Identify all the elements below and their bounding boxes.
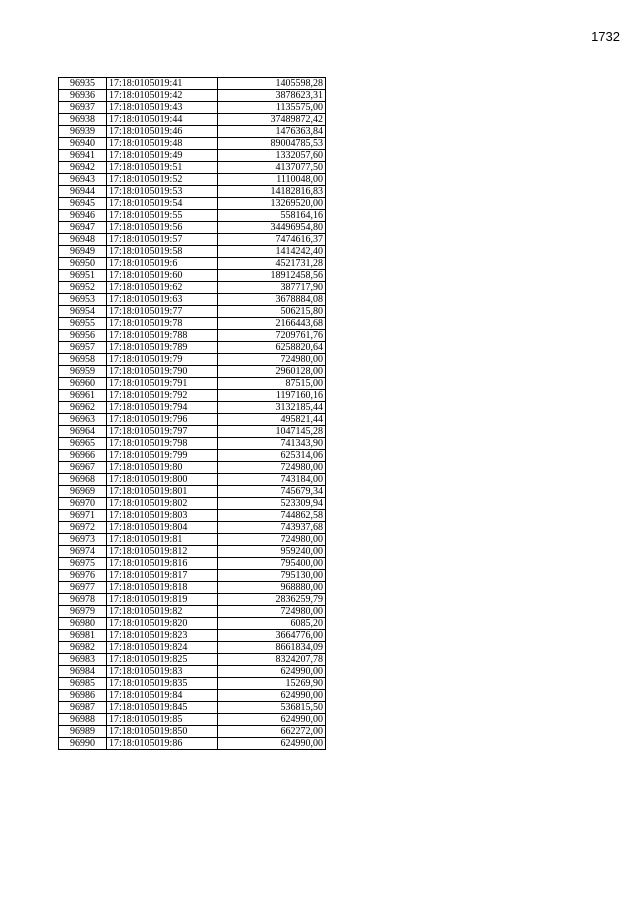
row-number-cell: 96935 — [59, 78, 107, 90]
table-row — [59, 606, 326, 618]
cadastral-number-cell: 17:18:0105019:86 — [107, 738, 218, 750]
table-row — [59, 78, 326, 90]
row-number-cell: 96981 — [59, 630, 107, 642]
row-number-cell: 96957 — [59, 342, 107, 354]
cadastral-number-cell: 17:18:0105019:82 — [107, 606, 218, 618]
table-row — [59, 318, 326, 330]
row-number-cell: 96959 — [59, 366, 107, 378]
cadastral-number-cell: 17:18:0105019:84 — [107, 690, 218, 702]
cadastral-number-cell: 17:18:0105019:803 — [107, 510, 218, 522]
table-row — [59, 522, 326, 534]
row-number-cell: 96947 — [59, 222, 107, 234]
table-row — [59, 426, 326, 438]
value-cell: 506215,80 — [218, 306, 326, 318]
value-cell: 724980,00 — [218, 462, 326, 474]
value-cell: 2836259,79 — [218, 594, 326, 606]
cadastral-number-cell: 17:18:0105019:798 — [107, 438, 218, 450]
cadastral-number-cell: 17:18:0105019:60 — [107, 270, 218, 282]
cadastral-number-cell: 17:18:0105019:44 — [107, 114, 218, 126]
cadastral-number-cell: 17:18:0105019:81 — [107, 534, 218, 546]
value-cell: 662272,00 — [218, 726, 326, 738]
table-row — [59, 306, 326, 318]
value-cell: 89004785,53 — [218, 138, 326, 150]
row-number-cell: 96940 — [59, 138, 107, 150]
value-cell: 2166443,68 — [218, 318, 326, 330]
row-number-cell: 96977 — [59, 582, 107, 594]
value-cell: 3678884,08 — [218, 294, 326, 306]
cadastral-number-cell: 17:18:0105019:788 — [107, 330, 218, 342]
cadastral-number-cell: 17:18:0105019:57 — [107, 234, 218, 246]
table-row — [59, 282, 326, 294]
cadastral-number-cell: 17:18:0105019:799 — [107, 450, 218, 462]
table-row — [59, 198, 326, 210]
table-row — [59, 462, 326, 474]
row-number-cell: 96951 — [59, 270, 107, 282]
cadastral-number-cell: 17:18:0105019:797 — [107, 426, 218, 438]
row-number-cell: 96975 — [59, 558, 107, 570]
cadastral-number-cell: 17:18:0105019:818 — [107, 582, 218, 594]
cadastral-number-cell: 17:18:0105019:825 — [107, 654, 218, 666]
row-number-cell: 96990 — [59, 738, 107, 750]
value-cell: 387717,90 — [218, 282, 326, 294]
cadastral-number-cell: 17:18:0105019:792 — [107, 390, 218, 402]
row-number-cell: 96943 — [59, 174, 107, 186]
table-row — [59, 174, 326, 186]
value-cell: 14182816,83 — [218, 186, 326, 198]
row-number-cell: 96950 — [59, 258, 107, 270]
cadastral-number-cell: 17:18:0105019:789 — [107, 342, 218, 354]
cadastral-number-cell: 17:18:0105019:796 — [107, 414, 218, 426]
table-row — [59, 642, 326, 654]
value-cell: 743937,68 — [218, 522, 326, 534]
table-row — [59, 366, 326, 378]
row-number-cell: 96970 — [59, 498, 107, 510]
row-number-cell: 96961 — [59, 390, 107, 402]
table-row — [59, 570, 326, 582]
page-number: 1732 — [591, 29, 620, 44]
table-body — [59, 78, 326, 750]
row-number-cell: 96983 — [59, 654, 107, 666]
cadastral-number-cell: 17:18:0105019:791 — [107, 378, 218, 390]
table-row — [59, 186, 326, 198]
value-cell: 1332057,60 — [218, 150, 326, 162]
value-cell: 7474616,37 — [218, 234, 326, 246]
value-cell: 795400,00 — [218, 558, 326, 570]
value-cell: 4521731,28 — [218, 258, 326, 270]
row-number-cell: 96946 — [59, 210, 107, 222]
value-cell: 959240,00 — [218, 546, 326, 558]
cadastral-number-cell: 17:18:0105019:823 — [107, 630, 218, 642]
row-number-cell: 96985 — [59, 678, 107, 690]
row-number-cell: 96969 — [59, 486, 107, 498]
value-cell: 536815,50 — [218, 702, 326, 714]
value-cell: 724980,00 — [218, 534, 326, 546]
cadastral-number-cell: 17:18:0105019:800 — [107, 474, 218, 486]
value-cell: 1135575,00 — [218, 102, 326, 114]
table-row — [59, 474, 326, 486]
row-number-cell: 96962 — [59, 402, 107, 414]
cadastral-number-cell: 17:18:0105019:817 — [107, 570, 218, 582]
row-number-cell: 96978 — [59, 594, 107, 606]
value-cell: 624990,00 — [218, 738, 326, 750]
table-row — [59, 414, 326, 426]
table-row — [59, 690, 326, 702]
table-row — [59, 390, 326, 402]
table-row — [59, 402, 326, 414]
value-cell: 1405598,28 — [218, 78, 326, 90]
table-row — [59, 114, 326, 126]
table-row — [59, 594, 326, 606]
value-cell: 624990,00 — [218, 666, 326, 678]
row-number-cell: 96944 — [59, 186, 107, 198]
cadastral-number-cell: 17:18:0105019:43 — [107, 102, 218, 114]
cadastral-number-cell: 17:18:0105019:845 — [107, 702, 218, 714]
value-cell: 1110048,00 — [218, 174, 326, 186]
row-number-cell: 96941 — [59, 150, 107, 162]
row-number-cell: 96979 — [59, 606, 107, 618]
row-number-cell: 96986 — [59, 690, 107, 702]
table-row — [59, 558, 326, 570]
row-number-cell: 96938 — [59, 114, 107, 126]
value-cell: 3664776,00 — [218, 630, 326, 642]
cadastral-number-cell: 17:18:0105019:78 — [107, 318, 218, 330]
value-cell: 18912458,56 — [218, 270, 326, 282]
row-number-cell: 96960 — [59, 378, 107, 390]
cadastral-number-cell: 17:18:0105019:54 — [107, 198, 218, 210]
cadastral-number-cell: 17:18:0105019:79 — [107, 354, 218, 366]
table-row — [59, 678, 326, 690]
row-number-cell: 96936 — [59, 90, 107, 102]
table-row — [59, 294, 326, 306]
value-cell: 624990,00 — [218, 714, 326, 726]
table-row — [59, 90, 326, 102]
row-number-cell: 96988 — [59, 714, 107, 726]
table-row — [59, 486, 326, 498]
cadastral-number-cell: 17:18:0105019:42 — [107, 90, 218, 102]
cadastral-number-cell: 17:18:0105019:51 — [107, 162, 218, 174]
row-number-cell: 96964 — [59, 426, 107, 438]
cadastral-number-cell: 17:18:0105019:794 — [107, 402, 218, 414]
cadastral-number-cell: 17:18:0105019:48 — [107, 138, 218, 150]
value-cell: 6085,20 — [218, 618, 326, 630]
cadastral-number-cell: 17:18:0105019:801 — [107, 486, 218, 498]
value-cell: 7209761,76 — [218, 330, 326, 342]
cadastral-number-cell: 17:18:0105019:835 — [107, 678, 218, 690]
row-number-cell: 96939 — [59, 126, 107, 138]
row-number-cell: 96976 — [59, 570, 107, 582]
row-number-cell: 96953 — [59, 294, 107, 306]
table-row — [59, 210, 326, 222]
table-row — [59, 666, 326, 678]
row-number-cell: 96952 — [59, 282, 107, 294]
cadastral-number-cell: 17:18:0105019:46 — [107, 126, 218, 138]
row-number-cell: 96974 — [59, 546, 107, 558]
value-cell: 724980,00 — [218, 606, 326, 618]
cadastral-number-cell: 17:18:0105019:804 — [107, 522, 218, 534]
cadastral-number-cell: 17:18:0105019:55 — [107, 210, 218, 222]
value-cell: 1047145,28 — [218, 426, 326, 438]
row-number-cell: 96948 — [59, 234, 107, 246]
row-number-cell: 96984 — [59, 666, 107, 678]
value-cell: 1476363,84 — [218, 126, 326, 138]
cadastral-number-cell: 17:18:0105019:820 — [107, 618, 218, 630]
table-row — [59, 654, 326, 666]
value-cell: 743184,00 — [218, 474, 326, 486]
cadastral-number-cell: 17:18:0105019:824 — [107, 642, 218, 654]
cadastral-number-cell: 17:18:0105019:58 — [107, 246, 218, 258]
cadastral-number-cell: 17:18:0105019:850 — [107, 726, 218, 738]
cadastral-number-cell: 17:18:0105019:6 — [107, 258, 218, 270]
value-cell: 1197160,16 — [218, 390, 326, 402]
table-row — [59, 126, 326, 138]
row-number-cell: 96949 — [59, 246, 107, 258]
table-row — [59, 702, 326, 714]
table-row — [59, 102, 326, 114]
value-cell: 15269,90 — [218, 678, 326, 690]
row-number-cell: 96973 — [59, 534, 107, 546]
table-row — [59, 546, 326, 558]
value-cell: 1414242,40 — [218, 246, 326, 258]
row-number-cell: 96980 — [59, 618, 107, 630]
table-row — [59, 714, 326, 726]
value-cell: 741343,90 — [218, 438, 326, 450]
table-row — [59, 258, 326, 270]
row-number-cell: 96971 — [59, 510, 107, 522]
row-number-cell: 96955 — [59, 318, 107, 330]
table-row — [59, 342, 326, 354]
cadastral-number-cell: 17:18:0105019:52 — [107, 174, 218, 186]
value-cell: 523309,94 — [218, 498, 326, 510]
table-row — [59, 726, 326, 738]
table-row — [59, 234, 326, 246]
value-cell: 745679,34 — [218, 486, 326, 498]
value-cell: 3878623,31 — [218, 90, 326, 102]
table-row — [59, 330, 326, 342]
table-row — [59, 438, 326, 450]
value-cell: 8661834,09 — [218, 642, 326, 654]
value-cell: 558164,16 — [218, 210, 326, 222]
cadastral-number-cell: 17:18:0105019:41 — [107, 78, 218, 90]
cadastral-number-cell: 17:18:0105019:63 — [107, 294, 218, 306]
row-number-cell: 96982 — [59, 642, 107, 654]
table-row — [59, 138, 326, 150]
cadastral-number-cell: 17:18:0105019:83 — [107, 666, 218, 678]
value-cell: 495821,44 — [218, 414, 326, 426]
cadastral-value-table — [58, 77, 326, 750]
value-cell: 624990,00 — [218, 690, 326, 702]
cadastral-number-cell: 17:18:0105019:49 — [107, 150, 218, 162]
table-row — [59, 618, 326, 630]
table-row — [59, 630, 326, 642]
row-number-cell: 96958 — [59, 354, 107, 366]
cadastral-number-cell: 17:18:0105019:816 — [107, 558, 218, 570]
row-number-cell: 96956 — [59, 330, 107, 342]
cadastral-number-cell: 17:18:0105019:56 — [107, 222, 218, 234]
value-cell: 6258820,64 — [218, 342, 326, 354]
row-number-cell: 96963 — [59, 414, 107, 426]
table-row — [59, 534, 326, 546]
value-cell: 968880,00 — [218, 582, 326, 594]
cadastral-number-cell: 17:18:0105019:62 — [107, 282, 218, 294]
value-cell: 13269520,00 — [218, 198, 326, 210]
cadastral-number-cell: 17:18:0105019:802 — [107, 498, 218, 510]
table-row — [59, 582, 326, 594]
table-row — [59, 738, 326, 750]
table-row — [59, 270, 326, 282]
cadastral-number-cell: 17:18:0105019:77 — [107, 306, 218, 318]
row-number-cell: 96989 — [59, 726, 107, 738]
table-row — [59, 510, 326, 522]
value-cell: 625314,06 — [218, 450, 326, 462]
value-cell: 744862,58 — [218, 510, 326, 522]
cadastral-number-cell: 17:18:0105019:85 — [107, 714, 218, 726]
row-number-cell: 96937 — [59, 102, 107, 114]
table-row — [59, 246, 326, 258]
table-row — [59, 354, 326, 366]
table-row — [59, 222, 326, 234]
row-number-cell: 96954 — [59, 306, 107, 318]
table-row — [59, 162, 326, 174]
row-number-cell: 96945 — [59, 198, 107, 210]
table-row — [59, 450, 326, 462]
row-number-cell: 96967 — [59, 462, 107, 474]
row-number-cell: 96942 — [59, 162, 107, 174]
row-number-cell: 96968 — [59, 474, 107, 486]
row-number-cell: 96965 — [59, 438, 107, 450]
cadastral-number-cell: 17:18:0105019:53 — [107, 186, 218, 198]
value-cell: 34496954,80 — [218, 222, 326, 234]
cadastral-number-cell: 17:18:0105019:80 — [107, 462, 218, 474]
value-cell: 87515,00 — [218, 378, 326, 390]
value-cell: 724980,00 — [218, 354, 326, 366]
value-cell: 4137077,50 — [218, 162, 326, 174]
cadastral-number-cell: 17:18:0105019:790 — [107, 366, 218, 378]
value-cell: 3132185,44 — [218, 402, 326, 414]
table-row — [59, 150, 326, 162]
value-cell: 8324207,78 — [218, 654, 326, 666]
row-number-cell: 96972 — [59, 522, 107, 534]
row-number-cell: 96987 — [59, 702, 107, 714]
row-number-cell: 96966 — [59, 450, 107, 462]
table-row — [59, 378, 326, 390]
cadastral-number-cell: 17:18:0105019:812 — [107, 546, 218, 558]
value-cell: 37489872,42 — [218, 114, 326, 126]
table-row — [59, 498, 326, 510]
value-cell: 2960128,00 — [218, 366, 326, 378]
value-cell: 795130,00 — [218, 570, 326, 582]
cadastral-number-cell: 17:18:0105019:819 — [107, 594, 218, 606]
